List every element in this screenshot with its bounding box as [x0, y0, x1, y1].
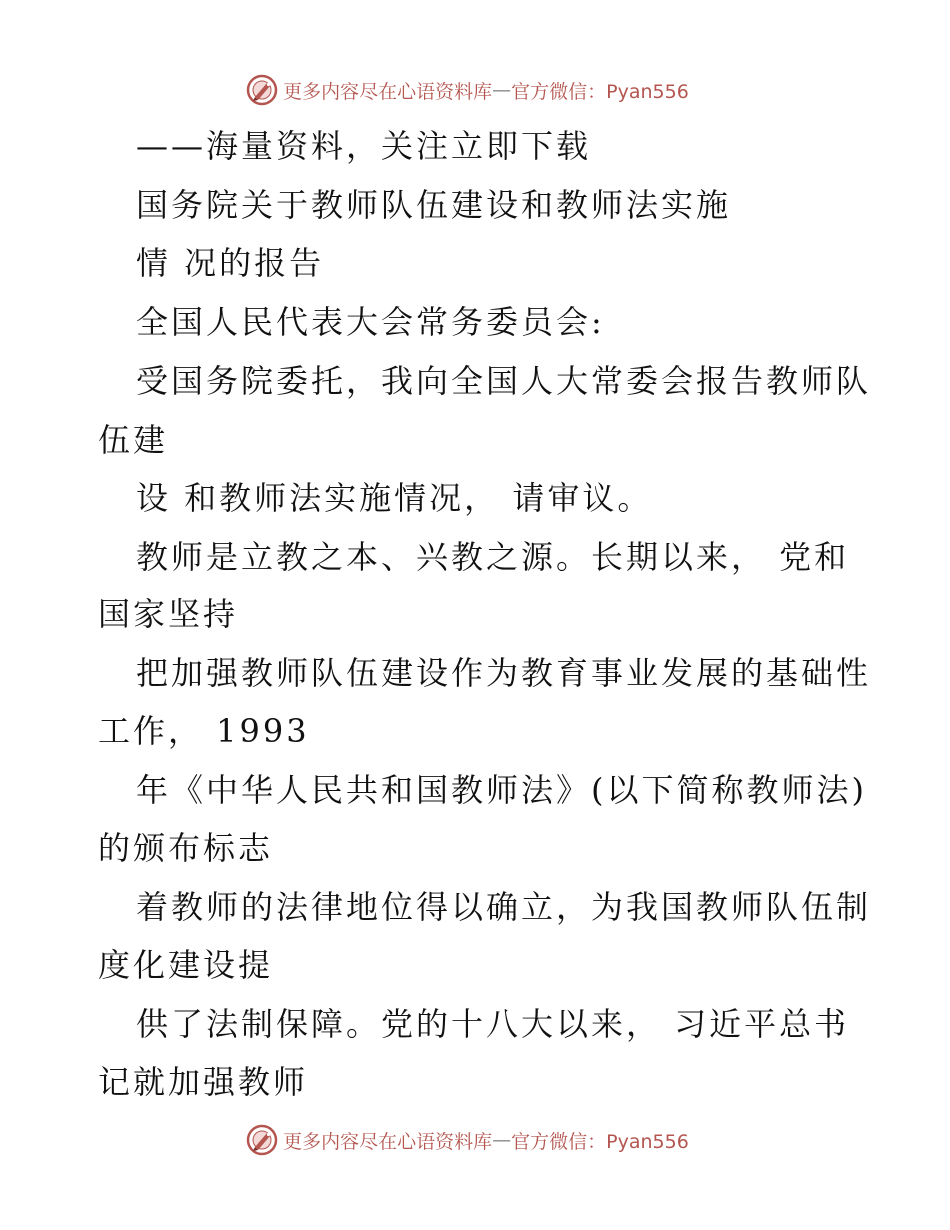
watermark-wechat: 官方微信：Pyan556: [511, 1130, 689, 1153]
paragraph-line: 记就加强教师: [98, 1063, 309, 1101]
watermark-separator: —: [492, 79, 512, 101]
paragraph-line: 着教师的法律地位得以确立，为我国教师队伍制: [136, 888, 872, 926]
watermark-text: 更多内容尽在心语资料库: [283, 1130, 493, 1153]
paragraph-line: 工作， 1993: [98, 712, 310, 750]
paragraph-line: 国家坚持: [98, 595, 239, 633]
paragraph-line: 受国务院委托，我向全国人大常委会报告教师队: [136, 362, 872, 400]
watermark-separator: —: [492, 1129, 512, 1151]
document-title: 国务院关于教师队伍建设和教师法实施: [136, 186, 732, 224]
paragraph-line: 教师是立教之本、兴教之源。长期以来， 党和: [136, 538, 850, 576]
document-title-cont: 情 况的报告: [136, 244, 325, 282]
watermark-content: [245, 1123, 689, 1157]
paragraph-line: 度化建设提: [98, 946, 274, 984]
paragraph-line: 伍建: [98, 421, 169, 459]
pen-nib-circle-icon: [245, 1123, 279, 1157]
watermark-text: 更多内容尽在心语资料库: [283, 80, 493, 103]
paragraph-line: 年《中华人民共和国教师法》(以下简称教师法): [136, 771, 867, 809]
paragraph-line: 设 和教师法实施情况， 请审议。: [136, 479, 653, 517]
paragraph-line: 把加强教师队伍建设作为教育事业发展的基础性: [136, 654, 872, 692]
watermark-wechat: 官方微信：Pyan556: [511, 80, 689, 103]
watermark-banner-bottom: [0, 1120, 950, 1160]
salutation: 全国人民代表大会常务委员会:: [136, 303, 605, 341]
intro-line: ——海量资料，关注立即下载: [136, 127, 592, 165]
paragraph-line: 供了法制保障。党的十八大以来， 习近平总书: [136, 1005, 850, 1043]
paragraph-line: 的颁布标志: [98, 829, 274, 867]
